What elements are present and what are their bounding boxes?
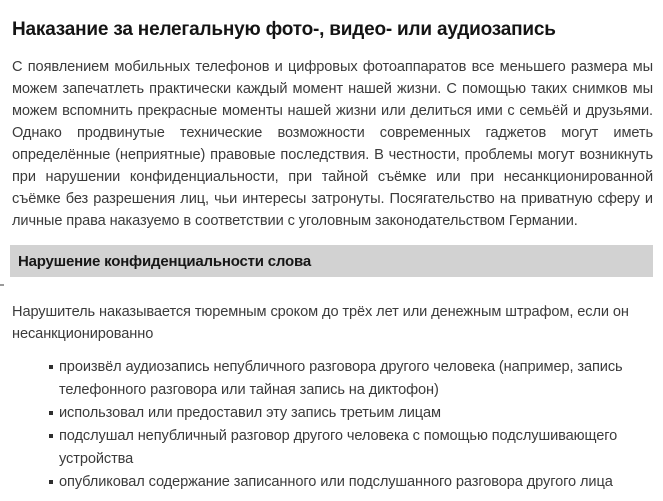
left-edge-tick <box>0 284 4 286</box>
list-item: подслушал непубличный разговор другого человека с помощью подслушивающего устройства <box>49 425 653 471</box>
section-heading: Нарушение конфиденциальности слова <box>18 252 311 270</box>
list-item: произвёл аудиозапись непубличного разговора другого человека (например, запись телефонного разговора или тайная запись на диктофон) <box>49 356 653 402</box>
offences-list <box>12 356 653 494</box>
list-item: использовал или предоставил эту запись третьим лицам <box>49 402 653 425</box>
page-title: Наказание за нелегальную фото-, видео- или аудиозапись <box>12 19 556 40</box>
section-header-bar <box>10 245 653 277</box>
section-lead-paragraph: Нарушитель наказывается тюремным сроком до трёх лет или денежным штрафом, если он несанкционированно <box>12 304 629 342</box>
intro-paragraph: С появлением мобильных телефонов и цифровых фотоаппаратов все меньшего размера мы можем запечатлеть практически каждый момент нашей жизни. С помощью таких снимков мы можем вспомнить прекрасные моменты нашей жизни или делиться ими с семьёй и друзьями. Однако продвинутые технические возможности современных гаджетов могут иметь определённые (неприятные) правовые последствия. В честности, проблемы могут возникнуть при нарушении конфиденциальности, при тайной съёмке или при несанкционированной съёмке без разрешения лиц, чьи интересы затронуты. Посягательство на приватную сферу и личные права наказуемо в соответствии с уголовным законодательством Германии. <box>12 59 653 229</box>
list-item: опубликовал содержание записанного или подслушанного разговора другого лица <box>49 471 653 494</box>
